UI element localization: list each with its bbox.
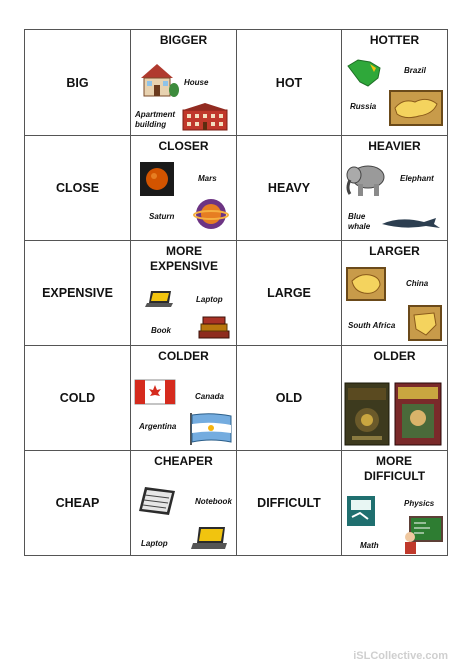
comparative-cell	[131, 241, 237, 345]
example-label: China	[406, 279, 429, 288]
china-map-image	[346, 267, 386, 301]
comparative-word: MORE DIFFICULT	[364, 454, 426, 483]
adjective-word: OLD	[275, 391, 303, 405]
comparative-cell	[342, 241, 447, 345]
comparative-cell	[342, 136, 447, 240]
table-row	[25, 135, 447, 240]
example-label: Russia	[350, 102, 377, 111]
table-row	[25, 240, 447, 345]
comparative-cell	[131, 30, 237, 135]
example-label: Book	[151, 326, 171, 335]
comparative-word: CHEAPER	[154, 454, 213, 468]
comparative-cell	[131, 451, 237, 555]
russia-map-image	[389, 90, 443, 126]
table-row	[25, 450, 447, 555]
mars-image	[140, 162, 174, 196]
example-label: Brazil	[404, 66, 426, 75]
adjective-word: CLOSE	[55, 181, 100, 195]
comparative-cell	[342, 30, 447, 135]
adjective-cell	[25, 346, 131, 450]
adjective-cell	[237, 30, 342, 135]
comparative-word: COLDER	[158, 349, 209, 363]
canada-flag-image	[133, 378, 177, 408]
laptop-image	[191, 525, 229, 551]
saturn-image	[191, 196, 231, 232]
example-label: Mars	[198, 174, 217, 183]
comparative-word: MORE EXPENSIVE	[149, 244, 219, 273]
laptop-image	[145, 289, 175, 309]
adjective-word: HOT	[275, 75, 303, 90]
adjective-cell	[237, 241, 342, 345]
example-label: Blue whale	[348, 212, 371, 231]
table-row	[25, 345, 447, 450]
vocabulary-table	[24, 29, 448, 556]
comparative-word: HEAVIER	[368, 139, 421, 153]
site-watermark: iSLCollective.com	[353, 650, 448, 662]
physics-image	[346, 495, 376, 527]
notebook-image	[135, 483, 179, 519]
comparative-word: BIGGER	[159, 33, 208, 47]
comparative-cell	[342, 451, 447, 555]
adjective-cell	[25, 30, 131, 135]
example-label: Laptop	[141, 539, 168, 548]
adjective-word: LARGE	[267, 286, 311, 300]
adjective-word: EXPENSIVE	[42, 286, 113, 300]
adjective-cell	[25, 451, 131, 555]
adjective-word: BIG	[66, 75, 89, 90]
example-label: Apartment building	[135, 110, 176, 129]
adjective-cell	[237, 136, 342, 240]
example-label: Physics	[404, 499, 435, 508]
adjective-cell	[25, 241, 131, 345]
comparative-word: LARGER	[369, 244, 420, 258]
comparative-cell	[131, 346, 237, 450]
adjective-cell	[237, 451, 342, 555]
example-label: Math	[360, 541, 379, 550]
example-label: Laptop	[196, 295, 223, 304]
elephant-image	[344, 162, 388, 198]
comparative-cell	[342, 346, 447, 450]
example-label: Elephant	[400, 174, 434, 183]
example-label: House	[184, 78, 209, 87]
lord-of-the-rings-book-cover	[344, 382, 390, 446]
argentina-flag-image	[189, 412, 233, 446]
adjective-cell	[25, 136, 131, 240]
adjective-word: DIFFICULT	[257, 496, 321, 510]
example-label: Notebook	[195, 497, 232, 506]
comparative-word: OLDER	[373, 349, 416, 363]
comparative-word: CLOSER	[158, 139, 209, 153]
apartment-building-image	[181, 102, 229, 132]
math-image	[400, 515, 444, 555]
example-label: South Africa	[348, 321, 396, 330]
brazil-map-image	[344, 56, 384, 88]
adjective-word: COLD	[59, 391, 96, 405]
books-image	[197, 313, 231, 341]
comparative-cell	[131, 136, 237, 240]
house-image	[137, 60, 179, 100]
comparative-word: HOTTER	[369, 33, 420, 47]
harry-potter-book-cover	[394, 382, 442, 446]
adjective-word: CHEAP	[55, 496, 100, 510]
table-row	[25, 30, 447, 135]
adjective-cell	[237, 346, 342, 450]
south-africa-map-image	[408, 305, 442, 341]
example-label: Argentina	[139, 422, 177, 431]
example-label: Saturn	[149, 212, 175, 221]
example-label: Canada	[195, 392, 224, 401]
adjective-word: HEAVY	[267, 181, 311, 195]
blue-whale-image	[380, 214, 442, 232]
